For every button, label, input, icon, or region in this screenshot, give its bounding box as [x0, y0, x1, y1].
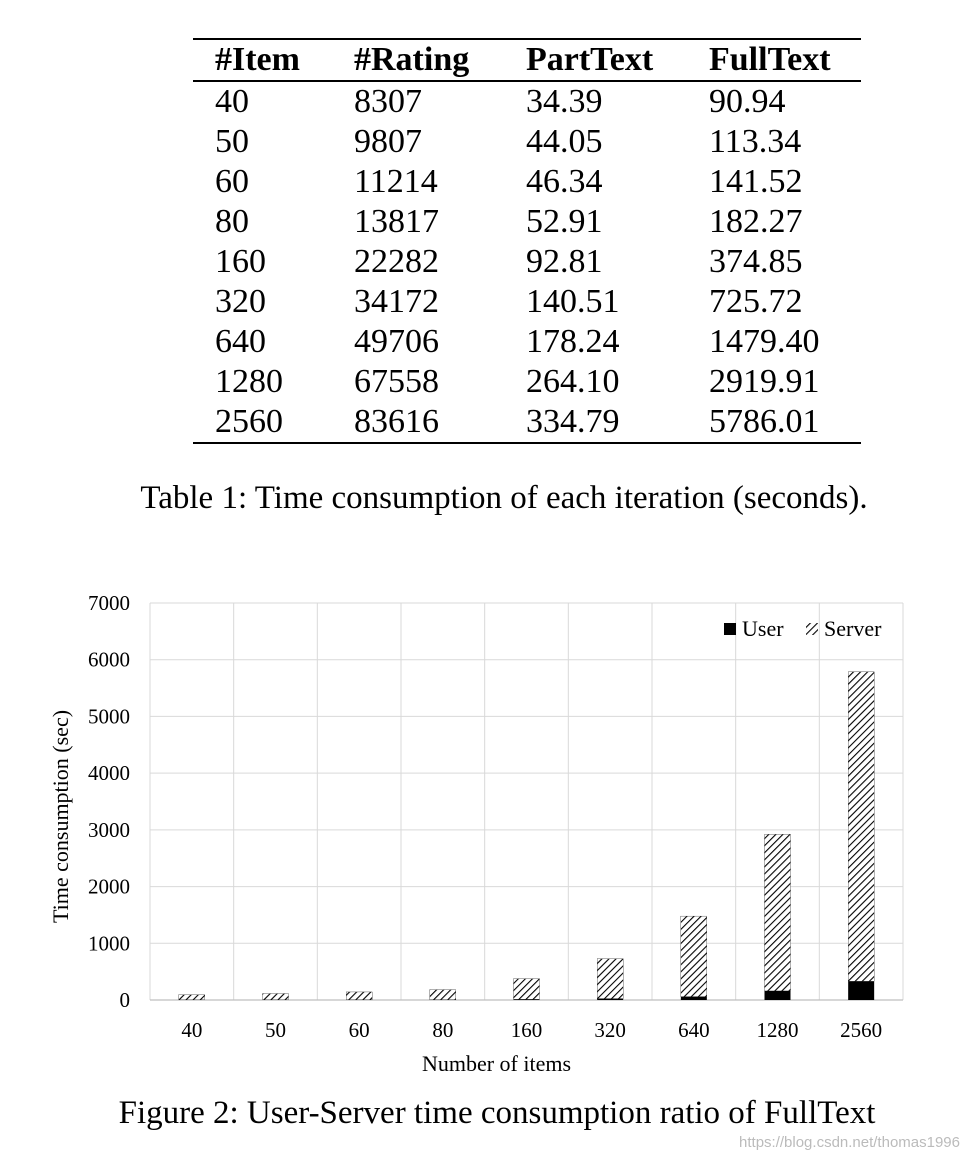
bar-user-2560 — [848, 981, 874, 1000]
bar-user-1280 — [765, 991, 791, 1000]
bar-server-160 — [514, 979, 540, 1000]
cell-parttext: 44.05 — [526, 123, 603, 160]
header-rating: #Rating — [354, 41, 470, 78]
cell-fulltext: 1479.40 — [709, 323, 820, 360]
bar-server-2560 — [848, 672, 874, 981]
table-row — [193, 282, 861, 322]
y-axis-title: Time consumption (sec) — [48, 709, 73, 924]
cell-parttext: 178.24 — [526, 323, 620, 360]
cell-parttext: 264.10 — [526, 363, 620, 400]
cell-item: 80 — [215, 203, 249, 240]
cell-parttext: 34.39 — [526, 83, 603, 120]
table-row — [193, 322, 861, 362]
legend-user-label: User — [742, 616, 784, 641]
header-fulltext: FullText — [709, 41, 831, 78]
header-parttext: PartText — [526, 41, 654, 78]
cell-rating: 34172 — [354, 283, 439, 320]
y-tick-label: 2000 — [88, 874, 130, 899]
cell-rating: 8307 — [354, 83, 422, 120]
table-row — [193, 362, 861, 402]
y-tick-label: 4000 — [88, 761, 130, 786]
x-tick-label: 160 — [510, 1018, 543, 1042]
cell-parttext: 92.81 — [526, 243, 603, 280]
cell-fulltext: 2919.91 — [709, 363, 820, 400]
cell-fulltext: 182.27 — [709, 203, 803, 240]
table-row — [193, 162, 861, 202]
x-tick-label: 60 — [348, 1018, 370, 1042]
cell-item: 50 — [215, 123, 249, 160]
cell-parttext: 334.79 — [526, 403, 620, 440]
cell-item: 2560 — [215, 403, 283, 440]
cell-fulltext: 374.85 — [709, 243, 803, 280]
cell-fulltext: 141.52 — [709, 163, 803, 200]
y-tick-label: 6000 — [88, 647, 130, 672]
x-tick-label: 1280 — [756, 1018, 799, 1042]
x-tick-label: 80 — [432, 1018, 454, 1042]
y-tick-label: 0 — [119, 988, 130, 1012]
bar-user-640 — [681, 997, 707, 1000]
y-tick-label: 1000 — [88, 931, 130, 956]
cell-parttext: 52.91 — [526, 203, 603, 240]
bar-user-320 — [597, 999, 623, 1000]
x-tick-label: 320 — [594, 1018, 626, 1042]
bar-server-640 — [681, 916, 707, 996]
legend-server-swatch — [806, 623, 818, 635]
x-tick-label: 2560 — [840, 1018, 883, 1042]
cell-item: 60 — [215, 163, 249, 200]
table-header-row — [193, 39, 861, 81]
bar-server-80 — [430, 990, 456, 1000]
cell-rating: 13817 — [354, 203, 439, 240]
table-caption: Table 1: Time consumption of each iteration (seconds). — [140, 480, 868, 516]
cell-rating: 11214 — [354, 163, 438, 200]
legend-server-label: Server — [824, 616, 882, 641]
table-row — [193, 202, 861, 242]
watermark: https://blog.csdn.net/thomas1996 — [739, 1134, 960, 1151]
cell-item: 320 — [215, 283, 266, 320]
cell-parttext: 140.51 — [526, 283, 620, 320]
cell-item: 160 — [215, 243, 266, 280]
x-tick-label: 640 — [678, 1018, 710, 1042]
header-item: #Item — [215, 41, 300, 78]
chart-legend — [724, 616, 882, 641]
x-axis-title: Number of items — [421, 1051, 572, 1076]
table-row — [193, 122, 861, 162]
y-tick-label: 7000 — [88, 591, 130, 615]
bar-server-60 — [346, 992, 372, 1000]
cell-item: 40 — [215, 83, 249, 120]
bar-server-40 — [179, 995, 205, 1000]
stacked-bar-chart — [0, 570, 968, 1090]
bar-server-320 — [597, 959, 623, 999]
results-table — [193, 38, 861, 444]
figure-caption: Figure 2: User-Server time consumption ratio of FullText — [118, 1095, 876, 1131]
cell-rating: 9807 — [354, 123, 422, 160]
y-tick-label: 3000 — [88, 817, 130, 842]
bar-server-1280 — [765, 834, 791, 991]
cell-fulltext: 113.34 — [709, 123, 802, 160]
cell-item: 640 — [215, 323, 266, 360]
cell-rating: 49706 — [354, 323, 439, 360]
cell-parttext: 46.34 — [526, 163, 603, 200]
table-row — [193, 242, 861, 282]
legend-user-swatch — [724, 623, 736, 635]
x-tick-label: 50 — [265, 1018, 286, 1042]
cell-item: 1280 — [215, 363, 283, 400]
cell-fulltext: 90.94 — [709, 83, 786, 120]
cell-rating: 22282 — [354, 243, 439, 280]
bars — [179, 672, 874, 1000]
table-row — [193, 402, 861, 443]
bar-server-50 — [263, 994, 289, 1000]
cell-rating: 67558 — [354, 363, 439, 400]
table-body — [193, 81, 861, 443]
cell-rating: 83616 — [354, 403, 439, 440]
x-tick-label: 40 — [181, 1018, 203, 1042]
y-tick-label: 5000 — [88, 704, 130, 729]
cell-fulltext: 5786.01 — [709, 403, 820, 440]
table-row — [193, 81, 861, 122]
cell-fulltext: 725.72 — [709, 283, 803, 320]
